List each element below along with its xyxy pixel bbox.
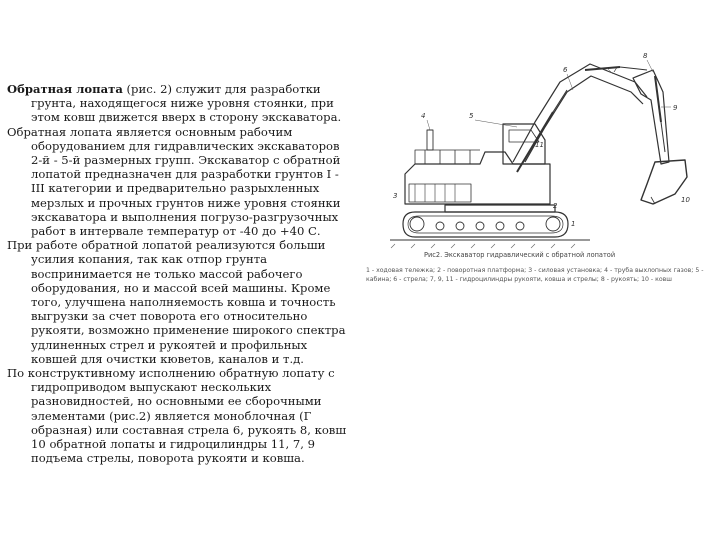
callout-1: 1 <box>571 220 576 228</box>
paragraph-1: Обратная лопата (рис. 2) служит для разработки грунта, находящегося ниже уровня стоянки, при этом ковш движется вверх в сторону экскаватора. <box>7 82 342 125</box>
callout-2: 2 <box>553 202 558 210</box>
term-reverse-shovel: Обратная лопата <box>7 82 123 96</box>
excavator-drawing <box>385 12 713 274</box>
callout-8: 8 <box>643 52 648 60</box>
callout-11: 11 <box>535 141 544 149</box>
body-text <box>7 82 352 465</box>
callout-3: 3 <box>393 192 398 200</box>
figure-caption-legend: 1 - ходовая тележка; 2 - поворотная платформа; 3 - силовая установка; 4 - труба выхлопных газов; 5 - кабина; 6 - стрела; 7, 9, 11 - гидроцилиндры рукояти, ковша и стрелы; 8 - рукоять; 10 - ковш <box>366 267 704 283</box>
paragraph-2: Обратная лопата является основным рабочим оборудованием для гидравлических экскаваторов 2-й - 5-й размерных групп. Экскаватор с обратной лопатой предназначен для разработки грунтов I -III категории и предварительно разрыхленных мерзлых и прочных грунтов ниже уровня стоянки экскаватора и выполнения погрузо-разгрузочных работ в интервале температур от -40 до +40 С. <box>7 124 341 239</box>
paragraph-4: По конструктивному исполнению обратную лопату с гидроприводом выпускают нескольких разновидностей, но основными ее сборочными элементами (рис.2) является моноблочная (Г образная) или составная стрела 6, рукоять 8, ковш 10 обратной лопаты и гидроцилиндры 11, 7, 9 подъема стрелы, поворота рукояти и ковша. <box>7 366 347 466</box>
callout-9: 9 <box>673 104 678 112</box>
figure-caption-title: Рис2. Экскаватор гидравлический с обратной лопатой <box>424 251 616 259</box>
callout-7: 7 <box>613 66 618 74</box>
callout-5: 5 <box>469 112 474 120</box>
paragraph-3: При работе обратной лопатой реализуются больши усилия копания, так как отпор грунта воспринимается не только массой рабочего оборудования, но и массой всей машины. Кроме того, улучшена наполняемость ковша и точность выгрузки за счет поворота его относительно рукояти, возможно применение широкого спектра удлиненных стрел и рукоятей и профильных ковшей для очистки кюветов, каналов и т.д. <box>7 238 346 366</box>
callout-6: 6 <box>563 66 568 74</box>
callout-4: 4 <box>421 112 426 120</box>
callout-10: 10 <box>681 196 690 204</box>
